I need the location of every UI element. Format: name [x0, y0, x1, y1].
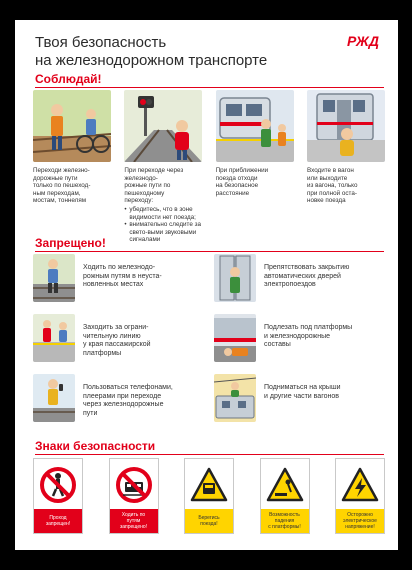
forbidden-list: [33, 254, 385, 426]
comply-divider: [35, 87, 384, 88]
forbidden-text: Пользоваться телефонами, плеерами при переходе через железнодорожные пути: [83, 384, 173, 417]
svg-text:РЖД: РЖД: [347, 33, 379, 49]
sign-label: Проход запрещен!: [34, 509, 82, 533]
comply-bullet: • убедитесь, что в зоне видимости нет поезда;: [124, 206, 202, 221]
climbing-roof-scene-icon: [214, 374, 256, 422]
no-tracks-icon: [115, 466, 153, 504]
comply-cards: [33, 90, 385, 244]
train-warning-icon: [190, 467, 228, 503]
comply-card: [33, 90, 111, 244]
forbidden-item: [33, 374, 204, 426]
forbidden-item: [214, 374, 385, 426]
comply-section-title: Соблюдай!: [35, 72, 102, 86]
signs-section-title: Знаки безопасности: [35, 439, 156, 453]
safety-sign: [184, 458, 234, 534]
comply-card: [307, 90, 385, 244]
railway-crossing-scene-icon: [124, 90, 202, 162]
sign-label: Осторожно электрическое напряжение!: [336, 509, 384, 533]
forbidden-item: [214, 254, 385, 306]
forbidden-item: [214, 314, 385, 366]
walking-on-tracks-scene-icon: [33, 254, 75, 302]
safety-sign: [33, 458, 83, 534]
comply-card: [216, 90, 294, 244]
sign-label: Берегись поезда!: [185, 509, 233, 533]
fall-warning-icon: [266, 467, 304, 503]
forbidden-item: [33, 254, 204, 306]
safety-sign: [260, 458, 310, 534]
pedestrian-bridge-scene-icon: [33, 90, 111, 162]
forbidden-text: Подниматься на крыши и другие части вагонов: [264, 384, 341, 400]
sign-label: Ходить по путям запрещено!: [110, 509, 158, 533]
comply-caption: Переходи железно- дорожные пути только по пешеход- ным переходам, мостам, тоннелям: [33, 167, 91, 205]
safety-sign: [109, 458, 159, 534]
forbidden-section-title: Запрещено!: [35, 236, 106, 250]
comply-bullets: [124, 206, 202, 244]
comply-caption: Входите в вагон или выходите из вагона, только при полной оста- новке поезда: [306, 167, 358, 205]
forbidden-divider: [35, 251, 384, 252]
forbidden-item: [33, 314, 204, 366]
boarding-train-scene-icon: [307, 90, 385, 162]
platform-edge-scene-icon: [33, 314, 75, 362]
forbidden-text: Заходить за ограни- чительную линию у края пассажирской платформы: [83, 324, 151, 357]
electric-warning-icon: [341, 467, 379, 503]
comply-card: [124, 90, 202, 244]
forbidden-text: Подлезать под платформы и железнодорожные составы: [264, 324, 353, 348]
safety-signs: [33, 458, 385, 534]
no-walking-icon: [39, 466, 77, 504]
safety-poster: [15, 20, 398, 550]
comply-caption: При переходе через железнодо- рожные пути по пешеходному переходу:: [124, 167, 184, 205]
forbidden-text: Ходить по железнодо- рожным путям в неуста- новленных местах: [83, 264, 162, 288]
forbidden-text: Препятствовать закрытию автоматических дверей электропоездов: [264, 264, 350, 288]
blocking-doors-scene-icon: [214, 254, 256, 302]
crawling-under-scene-icon: [214, 314, 256, 362]
phone-crossing-scene-icon: [33, 374, 75, 422]
safety-sign: [335, 458, 385, 534]
comply-bullet: • внимательно следите за свето-выми звуковыми сигналами: [124, 221, 202, 244]
rzd-logo: [342, 30, 384, 52]
poster-title: Твоя безопасность на железнодорожном транспорте: [35, 34, 268, 69]
comply-caption: При приближении поезда отходи на безопасное расстояние: [215, 167, 269, 197]
signs-divider: [35, 454, 384, 455]
sign-label: Возможность падения с платформы!: [261, 509, 309, 533]
approaching-train-scene-icon: [216, 90, 294, 162]
